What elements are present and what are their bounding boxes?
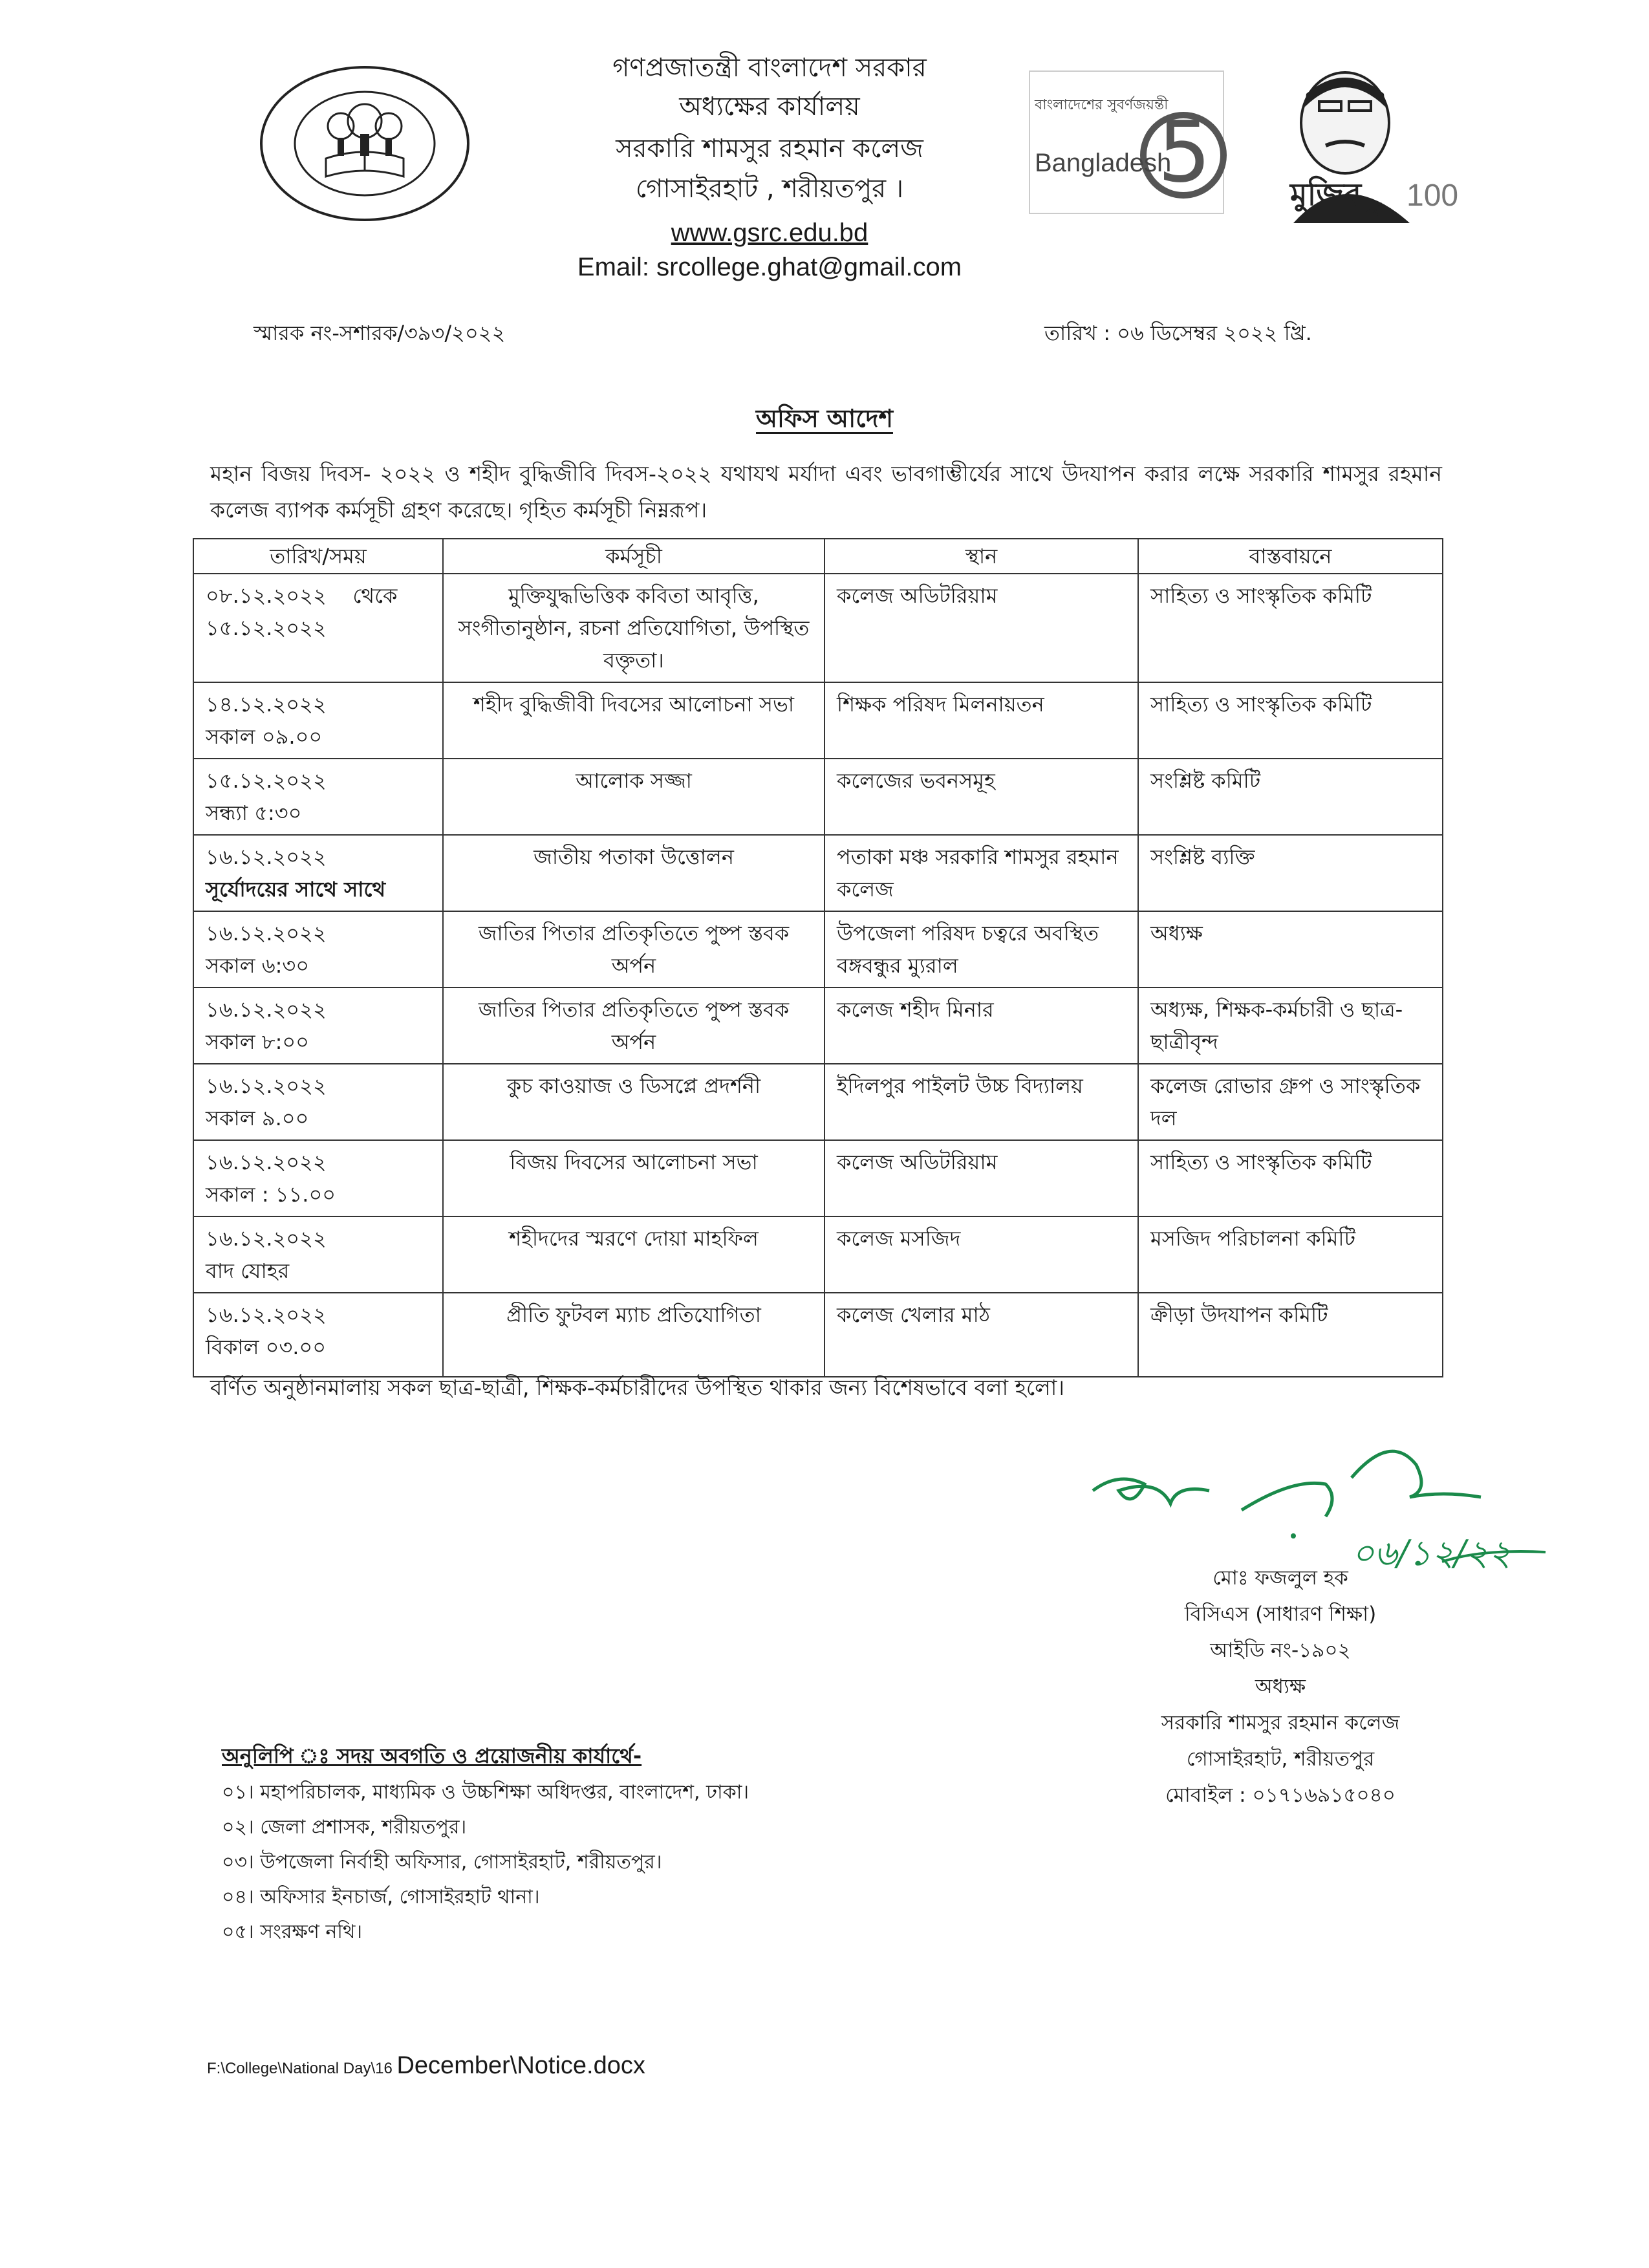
copy-list [222, 1775, 749, 1950]
header-date: তারিখ/সময় [193, 539, 443, 574]
list-item: ০১। মহাপরিচালক, মাধ্যমিক ও উচ্চশিক্ষা অধিদপ্তর, বাংলাদেশ, ঢাকা। [222, 1781, 749, 1804]
signatory-cadre: বিসিএস (সাধারণ শিক্ষা) [1184, 1603, 1377, 1626]
memo-number: স্মারক নং-সশারক/৩৯৩/২০২২ [253, 321, 506, 345]
file-path-footer: F:\College\National Day\16 December\Notice.docx [207, 2052, 645, 2079]
header-government: গণপ্রজাতন্ত্রী বাংলাদেশ সরকার [612, 53, 927, 83]
intro-paragraph: মহান বিজয় দিবস- ২০২২ ও শহীদ বুদ্ধিজীবি দিবস-২০২২ যথাযথ মর্যাদা এবং ভাবগাম্ভীর্যের সাথে উদযাপন করার লক্ষে সরকারি শামসুর রহমান কলেজ ব্যাপক কর্মসূচী গ্রহণ করেছে। গৃহিত কর্মসূচী নিম্নরূপ। [210, 461, 1442, 523]
header-address: গোসাইরহাট , শরীয়তপুর । [635, 174, 904, 204]
list-item: ০৩। উপজেলা নির্বাহী অফিসার, গোসাইরহাট, শরীয়তপুর। [222, 1851, 662, 1874]
header-email: Email: srcollege.ghat@gmail.com [577, 253, 962, 281]
copy-title: অনুলিপি ঃ সদয় অবগতি ও প্রয়োজনীয় কার্যার্থে- [222, 1744, 642, 1768]
table-row: ০৮.১২.২০২২ থেকে ১৫.১২.২০২২ মুক্তিযুদ্ধভিত্তিক কবিতা আবৃত্তি, সংগীতানুষ্ঠান, রচনা প্রতিযোগিতা, উপস্থিত বক্তৃতা। কলেজ অডিটরিয়াম সাহিত্য ও সাংস্কৃতিক কমিটি [193, 574, 1443, 682]
table-row: ১৬.১২.২০২২ সকাল ৮:০০ জাতির পিতার প্রতিকৃতিতে পুষ্প স্তবক অর্পন কলেজ শহীদ মিনার অধ্যক্ষ, শিক্ষক-কর্মচারী ও ছাত্র-ছাত্রীবৃন্দ [193, 988, 1443, 1064]
signatory-id: আইডি নং-১৯০২ [1210, 1639, 1351, 1662]
signatory-college: সরকারি শামসুর রহমান কলেজ [1161, 1711, 1400, 1734]
signatory-address: গোসাইরহাট, শরীয়তপুর [1186, 1747, 1375, 1771]
signatory-mobile: মোবাইল : ০১৭১৬৯১৫০৪০ [1165, 1784, 1396, 1807]
memo-date: তারিখ : ০৬ ডিসেম্বর ২০২২ খ্রি. [1044, 321, 1312, 345]
signature-block [1086, 1560, 1474, 1813]
table-row: ১৬.১২.২০২২ সকাল ৯.০০ কুচ কাওয়াজ ও ডিসপ্লে প্রদর্শনী ইদিলপুর পাইলট উচ্চ বিদ্যালয় কলেজ রোভার গ্রুপ ও সাংস্কৃতিক দল [193, 1064, 1443, 1140]
mujib-100-logo: মুজিব বর্ষ 100 [1248, 61, 1461, 230]
table-row: ১৬.১২.২০২২ সূর্যোদয়ের সাথে সাথে জাতীয় পতাকা উত্তোলন পতাকা মঞ্চ সরকারি শামসুর রহমান কলেজ সংশ্লিষ্ট ব্যক্তি [193, 835, 1443, 911]
header-program: কর্মসূচী [443, 539, 824, 574]
list-item: ০৫। সংরক্ষণ নথি। [222, 1921, 363, 1943]
bangladesh-50-logo: 5 বাংলাদেশের সুবর্ণজয়ন্তী Bangladesh [1028, 65, 1235, 220]
college-logo [253, 61, 477, 226]
svg-text:5: 5 [1158, 103, 1211, 201]
table-row: ১৬.১২.২০২২ সকাল : ১১.০০ বিজয় দিবসের আলোচনা সভা কলেজ অডিটরিয়াম সাহিত্য ও সাংস্কৃতিক কমিটি [193, 1140, 1443, 1216]
signatory-name: মোঃ ফজলুল হক [1212, 1566, 1348, 1590]
page-title: অফিস আদেশ [756, 404, 893, 433]
signatory-designation: অধ্যক্ষ [1255, 1675, 1306, 1698]
table-header-row [193, 539, 1443, 574]
signature-date: ০৬/১২/২২ [1352, 1533, 1511, 1573]
list-item: ০২। জেলা প্রশাসক, শরীয়তপুর। [222, 1816, 467, 1839]
header-college: সরকারি শামসুর রহমান কলেজ [616, 134, 923, 164]
header-implemented-by: বাস্তবায়নে [1138, 539, 1443, 574]
header-office: অধ্যক্ষের কার্যালয় [679, 92, 860, 122]
program-table [193, 538, 1443, 1377]
table-row: ১৫.১২.২০২২ সন্ধ্যা ৫:৩০ আলোক সজ্জা কলেজের ভবনসমূহ সংশ্লিষ্ট কমিটি [193, 759, 1443, 835]
table-row: ১৬.১২.২০২২ বাদ যোহর শহীদদের স্মরণে দোয়া মাহফিল কলেজ মসজিদ মসজিদ পরিচালনা কমিটি [193, 1216, 1443, 1293]
table-row: ১৬.১২.২০২২ সকাল ৬:৩০ জাতির পিতার প্রতিকৃতিতে পুষ্প স্তবক অর্পন উপজেলা পরিষদ চত্বরে অবস্থিত বঙ্গবন্ধুর ম্যুরাল অধ্যক্ষ [193, 911, 1443, 988]
header-place: স্থান [824, 539, 1138, 574]
list-item: ০৪। অফিসার ইনচার্জ, গোসাইরহাট থানা। [222, 1886, 540, 1908]
table-row: ১৬.১২.২০২২ বিকাল ০৩.০০ প্রীতি ফুটবল ম্যাচ প্রতিযোগিতা কলেজ খেলার মাঠ ক্রীড়া উদযাপন কমিটি [193, 1293, 1443, 1377]
closing-statement: বর্ণিত অনুষ্ঠানমালায় সকল ছাত্র-ছাত্রী, শিক্ষক-কর্মচারীদের উপস্থিত থাকার জন্য বিশেষভাবে বলা হলো। [210, 1375, 1065, 1400]
table-row: ১৪.১২.২০২২ সকাল ০৯.০০ শহীদ বুদ্ধিজীবী দিবসের আলোচনা সভা শিক্ষক পরিষদ মিলনায়তন সাহিত্য ও সাংস্কৃতিক কমিটি [193, 682, 1443, 759]
header-website-link[interactable]: www.gsrc.edu.bd [671, 219, 868, 247]
